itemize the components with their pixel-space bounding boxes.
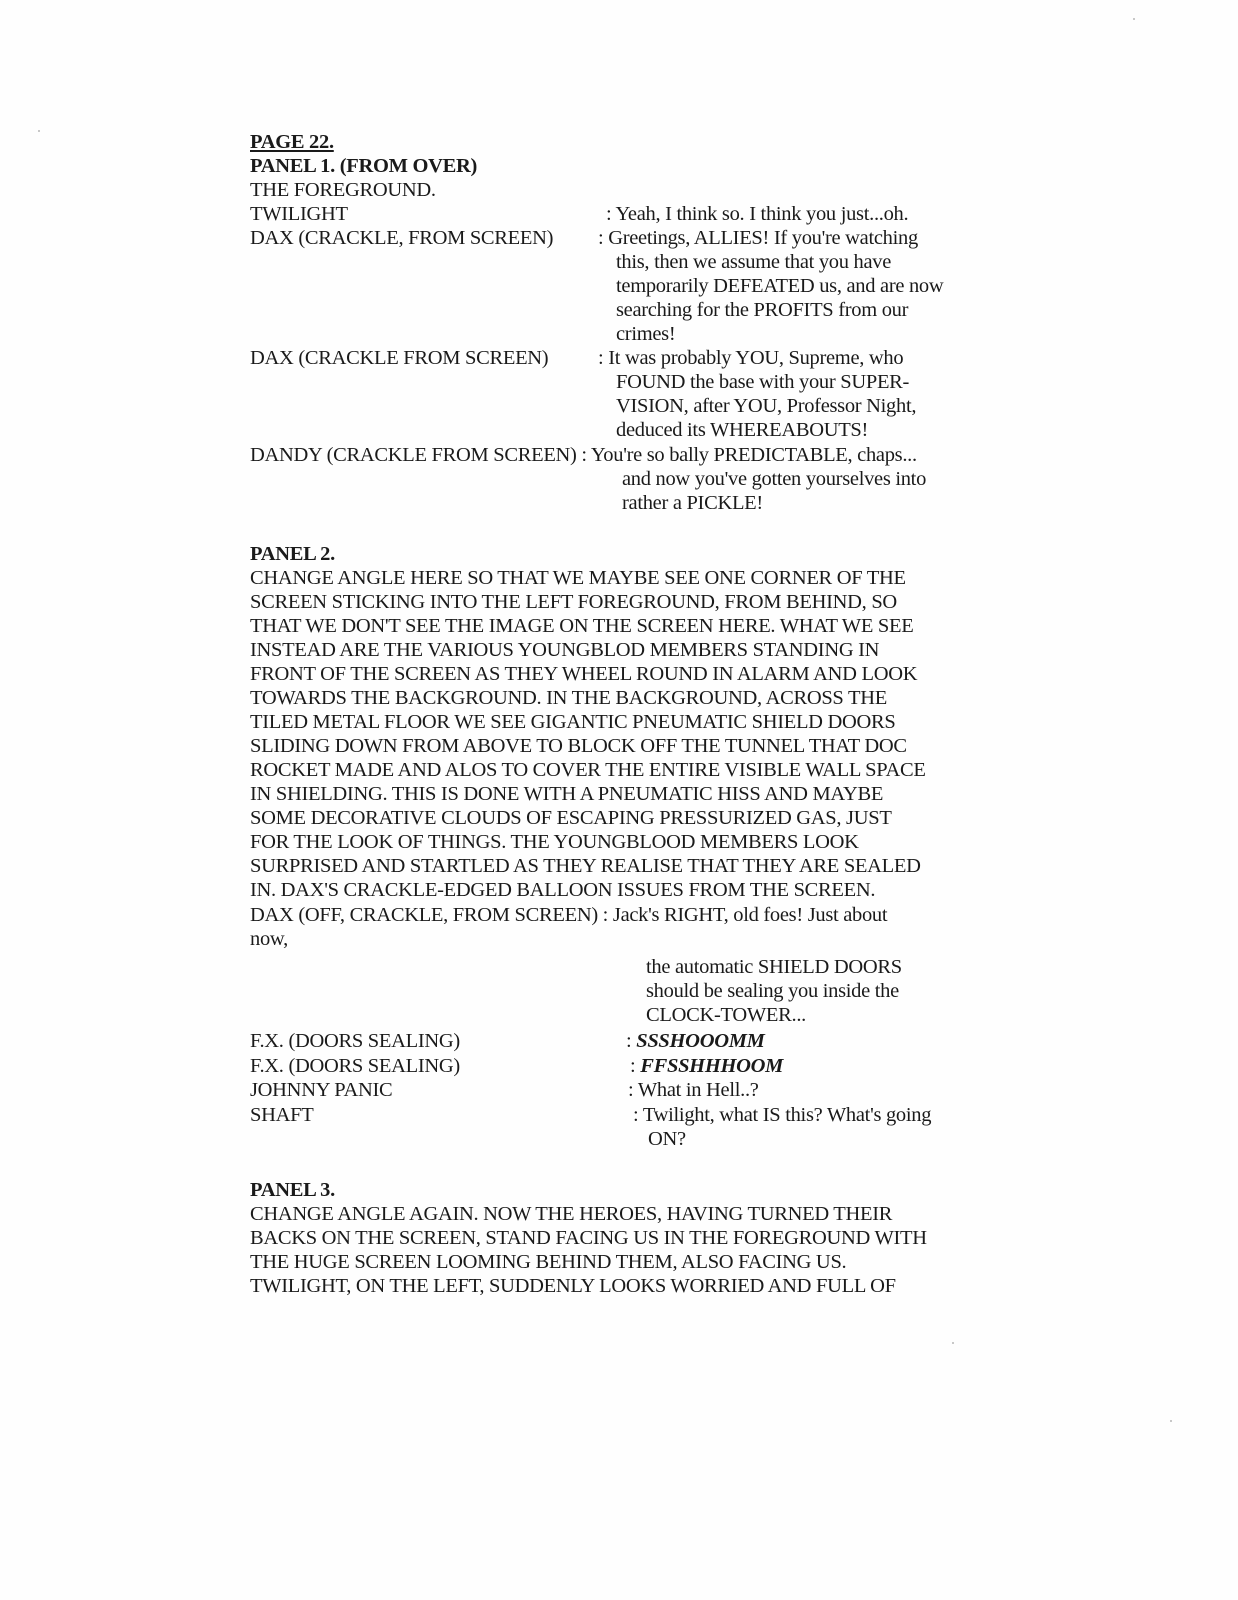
scan-speck [1170, 1420, 1172, 1422]
panel-2-description-line: SOME DECORATIVE CLOUDS OF ESCAPING PRESSURIZED GAS, JUST [250, 807, 892, 829]
panel-2-description-line: TILED METAL FLOOR WE SEE GIGANTIC PNEUMATIC SHIELD DOORS [250, 711, 896, 733]
dialogue-wrap: now, [250, 928, 288, 950]
panel-1-heading: PANEL 1. (FROM OVER) [250, 155, 478, 177]
panel-2-description-line: CHANGE ANGLE HERE SO THAT WE MAYBE SEE ONE CORNER OF THE [250, 567, 906, 589]
sfx-line [630, 1054, 783, 1078]
dialogue-line: : Yeah, I think so. I think you just...oh. [606, 203, 909, 225]
panel-3-description-line: CHANGE ANGLE AGAIN. NOW THE HEROES, HAVING TURNED THEIR [250, 1203, 893, 1225]
speaker-dax: DAX (CRACKLE FROM SCREEN) [250, 347, 549, 369]
panel-3-description-line: THE HUGE SCREEN LOOMING BEHIND THEM, ALSO FACING US. [250, 1251, 847, 1273]
dialogue-line: : What in Hell..? [628, 1079, 759, 1101]
panel-3-description-line: TWILIGHT, ON THE LEFT, SUDDENLY LOOKS WORRIED AND FULL OF [250, 1275, 896, 1297]
panel-2-description-line: SURPRISED AND STARTLED AS THEY REALISE THAT THEY ARE SEALED [250, 855, 921, 877]
panel-2-description-line: FOR THE LOOK OF THINGS. THE YOUNGBLOOD MEMBERS LOOK [250, 831, 859, 853]
sound-effect: FFSSHHHOOM [640, 1055, 784, 1077]
panel-2-description-line: IN. DAX'S CRACKLE-EDGED BALLOON ISSUES FROM THE SCREEN. [250, 879, 876, 901]
dialogue-line: rather a PICKLE! [622, 492, 763, 514]
speaker-johnny-panic: JOHNNY PANIC [250, 1079, 393, 1101]
dialogue-line: should be sealing you inside the [646, 980, 899, 1002]
dialogue-line: and now you've gotten yourselves into [622, 468, 927, 490]
panel-3-description-line: BACKS ON THE SCREEN, STAND FACING US IN THE FOREGROUND WITH [250, 1227, 927, 1249]
colon: : [626, 1030, 637, 1052]
scan-speck [1133, 18, 1135, 20]
speaker-fx: F.X. (DOORS SEALING) [250, 1055, 460, 1077]
speaker-twilight: TWILIGHT [250, 203, 348, 225]
panel-2-description-line: ROCKET MADE AND ALOS TO COVER THE ENTIRE VISIBLE WALL SPACE [250, 759, 926, 781]
dialogue-line: crimes! [616, 323, 676, 345]
speaker-shaft: SHAFT [250, 1104, 314, 1126]
dialogue-line: the automatic SHIELD DOORS [646, 956, 902, 978]
panel-2-description-line: IN SHIELDING. THIS IS DONE WITH A PNEUMATIC HISS AND MAYBE [250, 783, 884, 805]
panel-2-description-line: SCREEN STICKING INTO THE LEFT FOREGROUND, FROM BEHIND, SO [250, 591, 897, 613]
panel-2-description-line: TOWARDS THE BACKGROUND. IN THE BACKGROUND, ACROSS THE [250, 687, 887, 709]
panel-2-description-line: FRONT OF THE SCREEN AS THEY WHEEL ROUND IN ALARM AND LOOK [250, 663, 918, 685]
panel-1-description: THE FOREGROUND. [250, 179, 436, 201]
dialogue-line: : Greetings, ALLIES! If you're watching [598, 227, 918, 249]
dialogue-wrap: ON? [648, 1128, 686, 1150]
speaker-dax: DAX (CRACKLE, FROM SCREEN) [250, 227, 554, 249]
dialogue-line: deduced its WHEREABOUTS! [616, 419, 869, 441]
panel-3-heading: PANEL 3. [250, 1179, 335, 1201]
dialogue-line: searching for the PROFITS from our [616, 299, 909, 321]
dialogue-line: FOUND the base with your SUPER- [616, 371, 910, 393]
sound-effect: SSSHOOOMM [636, 1030, 765, 1052]
dialogue-line: CLOCK-TOWER... [646, 1004, 806, 1026]
colon: : [630, 1055, 641, 1077]
dialogue-line: : It was probably YOU, Supreme, who [598, 347, 904, 369]
panel-2-description-line: SLIDING DOWN FROM ABOVE TO BLOCK OFF THE TUNNEL THAT DOC [250, 735, 907, 757]
dialogue-line: VISION, after YOU, Professor Night, [616, 395, 917, 417]
dialogue-line: : Twilight, what IS this? What's going [633, 1104, 932, 1126]
panel-2-description-line: INSTEAD ARE THE VARIOUS YOUNGBLOD MEMBERS STANDING IN [250, 639, 880, 661]
scan-speck [952, 1342, 954, 1344]
speaker-fx: F.X. (DOORS SEALING) [250, 1030, 460, 1052]
scan-speck [38, 130, 40, 132]
dialogue-line: temporarily DEFEATED us, and are now [616, 275, 944, 297]
speaker-dandy: DANDY (CRACKLE FROM SCREEN) : You're so bally PREDICTABLE, chaps... [250, 444, 917, 466]
panel-2-heading: PANEL 2. [250, 543, 335, 565]
speaker-dax-off: DAX (OFF, CRACKLE, FROM SCREEN) : Jack's RIGHT, old foes! Just about [250, 904, 888, 926]
sfx-line [626, 1029, 765, 1053]
dialogue-line: this, then we assume that you have [616, 251, 892, 273]
panel-2-description-line: THAT WE DON'T SEE THE IMAGE ON THE SCREEN HERE. WHAT WE SEE [250, 615, 914, 637]
page-heading: PAGE 22. [250, 131, 334, 153]
